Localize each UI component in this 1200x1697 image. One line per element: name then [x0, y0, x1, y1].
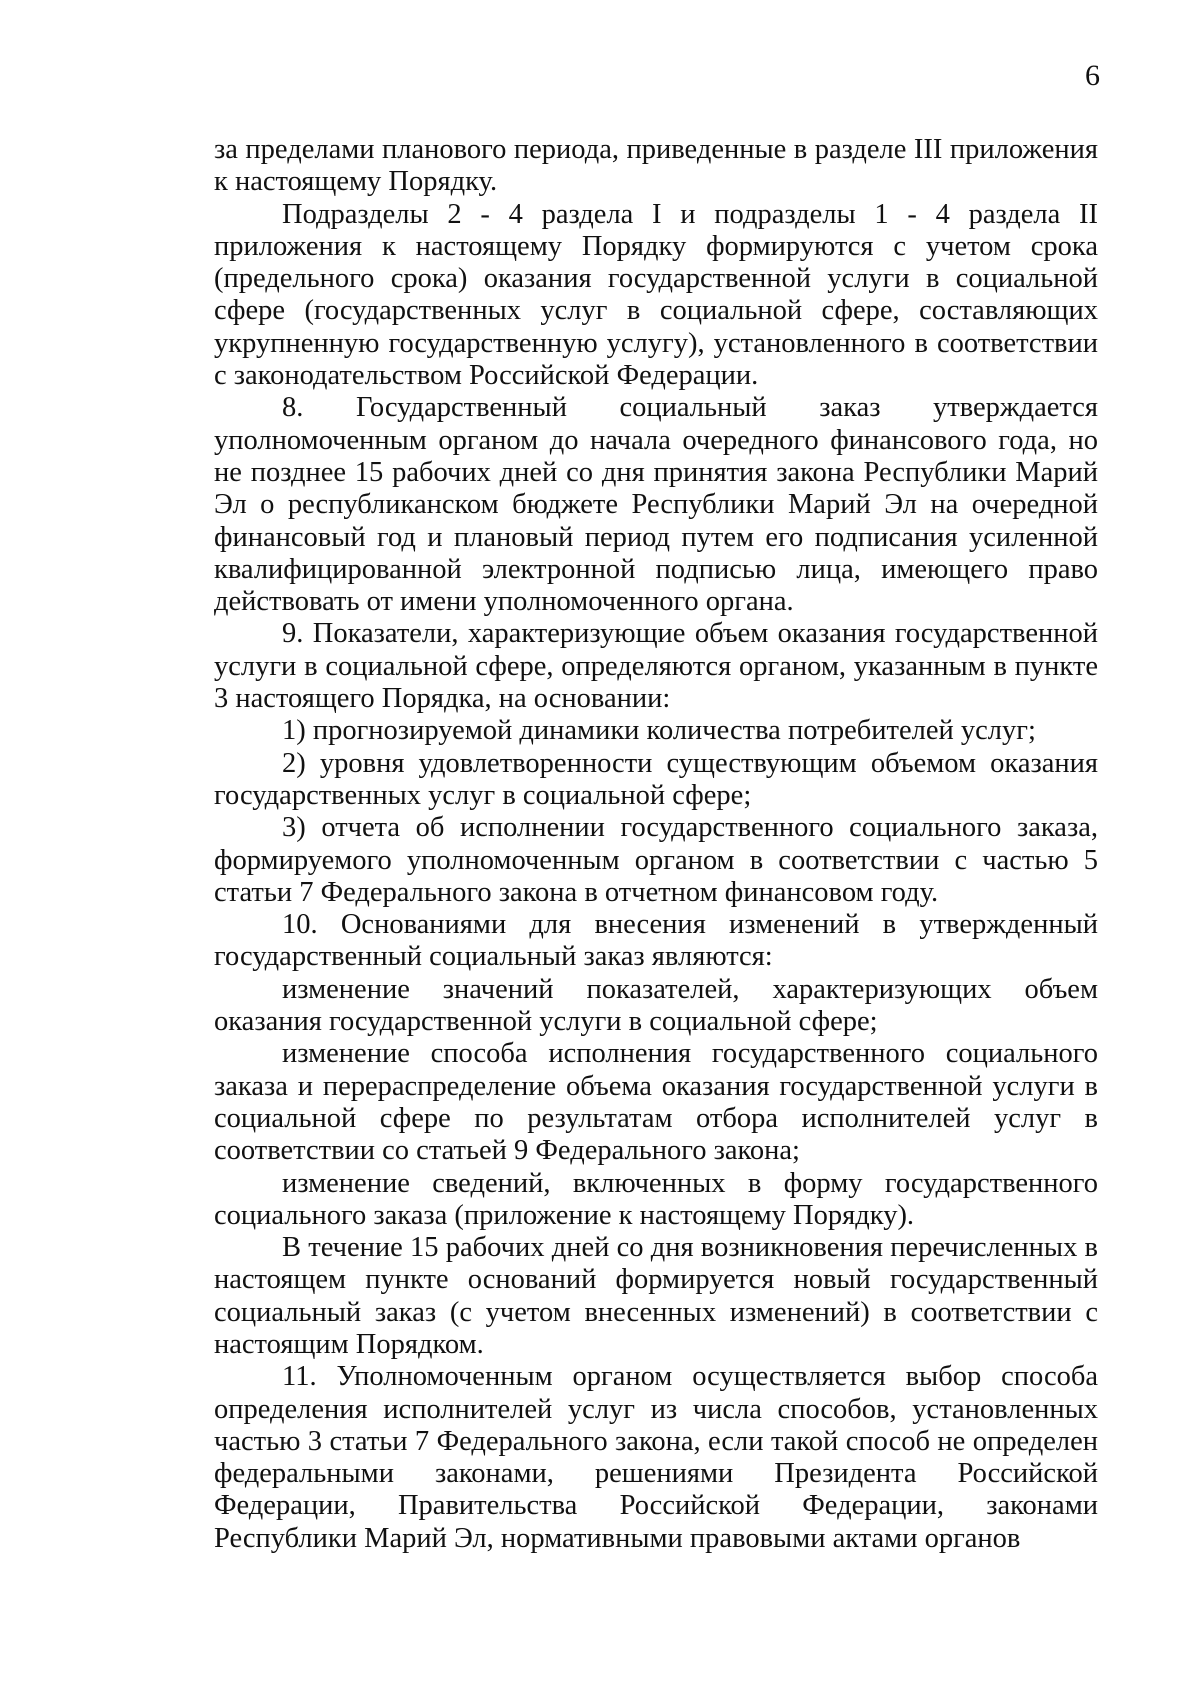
- document-body: [214, 134, 1098, 1555]
- paragraph: за пределами планового периода, приведенные в разделе III приложения к настоящему Порядку.: [214, 134, 1098, 198]
- paragraph: изменение способа исполнения государственного социального заказа и перераспределение объема оказания государственной услуги в социальной сфере по результатам отбора исполнителей услуг в соответствии со статьей 9 Федерального закона;: [214, 1038, 1098, 1167]
- paragraph: изменение значений показателей, характеризующих объем оказания государственной услуги в социальной сфере;: [214, 973, 1098, 1038]
- list-item: 2) уровня удовлетворенности существующим объемом оказания государственных услуг в социальной сфере;: [214, 747, 1098, 811]
- paragraph: изменение сведений, включенных в форму государственного социального заказа (приложение к настоящему Порядку).: [214, 1167, 1098, 1231]
- paragraph: 9. Показатели, характеризующие объем оказания государственной услуги в социальной сфере, определяются органом, указанным в пункте 3 настоящего Порядка, на основании:: [214, 618, 1098, 715]
- paragraph: В течение 15 рабочих дней со дня возникновения перечисленных в настоящем пункте оснований формируется новый государственный социальный заказ (с учетом внесенных изменений) в соответствии с настоящим Порядком.: [214, 1232, 1098, 1360]
- list-item: 1) прогнозируемой динамики количества потребителей услуг;: [282, 715, 1036, 747]
- paragraph: 8. Государственный социальный заказ утверждается уполномоченным органом до начала очередного финансового года, но не позднее 15 рабочих дней со дня принятия закона Республики Марий Эл о республиканском бюджете Республики Марий Эл на очередной финансовый год и плановый период путем его подписания усиленной квалифицированной электронной подписью лица, имеющего право действовать от имени уполномоченного органа.: [214, 392, 1098, 618]
- paragraph: 10. Основаниями для внесения изменений в утвержденный государственный социальный заказ являются:: [214, 909, 1098, 973]
- paragraph: 11. Уполномоченным органом осуществляется выбор способа определения исполнителей услуг из числа способов, установленных частью 3 статьи 7 Федерального закона, если такой способ не определен федеральными законами, решениями Президента Российской Федерации, Правительства Российской Федерации, законами Республики Марий Эл, нормативными правовыми актами органов: [214, 1361, 1098, 1554]
- list-item: 3) отчета об исполнении государственного социального заказа, формируемого уполномоченным органом в соответствии с частью 5 статьи 7 Федерального закона в отчетном финансовом году.: [214, 812, 1098, 908]
- page-number: 6: [1085, 59, 1100, 92]
- paragraph: Подразделы 2 - 4 раздела I и подразделы 1 - 4 раздела II приложения к настоящему Порядку формируются с учетом срока (предельного срока) оказания государственной услуги в социальной сфере (государственных услуг в социальной сфере, составляющих укрупненную государственную услугу), установленного в соответствии с законодательством Российской Федерации.: [214, 198, 1098, 392]
